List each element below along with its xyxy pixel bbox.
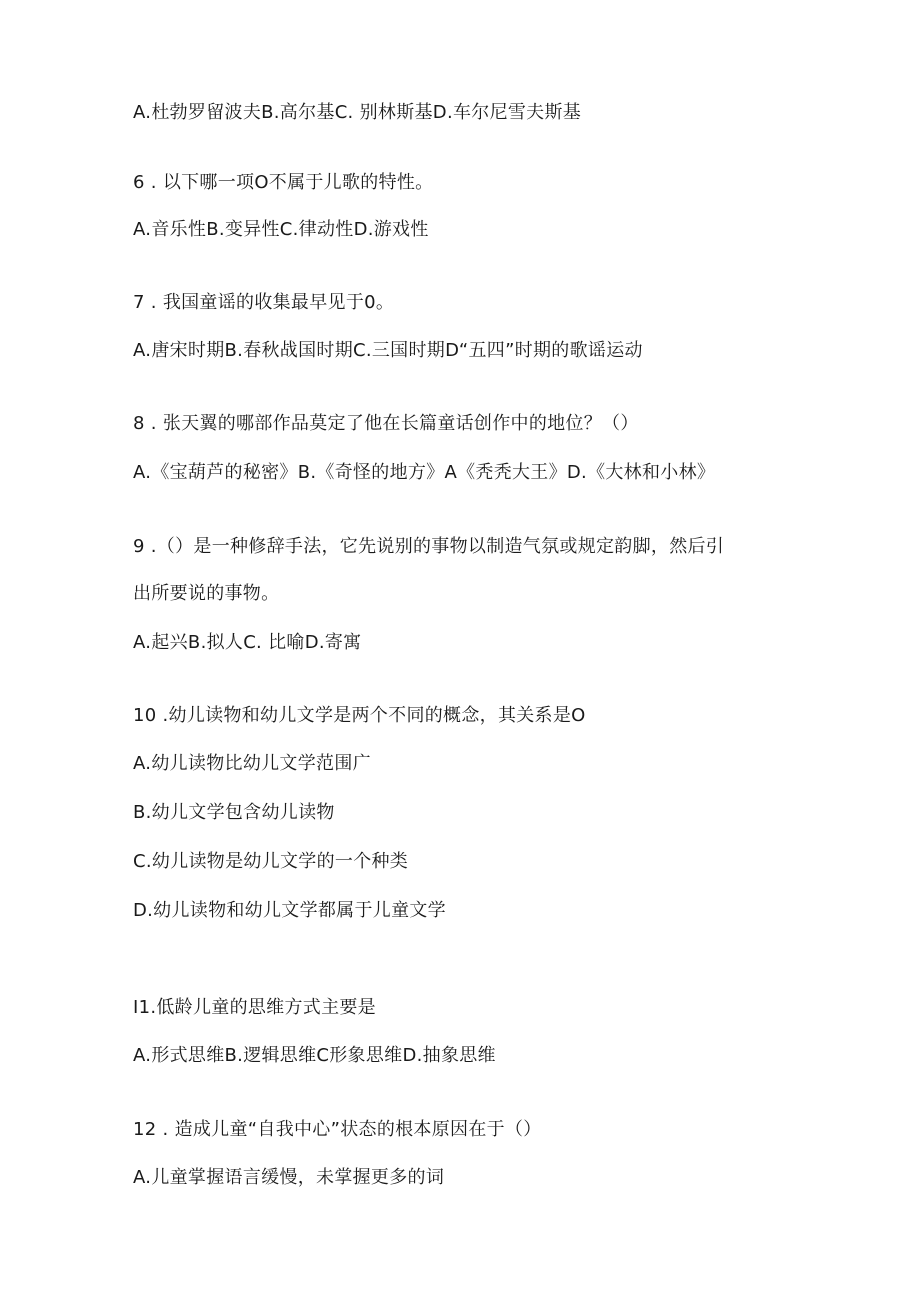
q5-options: A.杜勃罗留波夫B.高尔基C. 别林斯基D.车尔尼雪夫斯基	[133, 102, 582, 123]
q10-option-c: C.幼儿读物是幼儿文学的一个种类	[133, 851, 409, 872]
q9-options: A.起兴B.拟人C. 比喻D.寄寓	[133, 632, 362, 653]
q12-question: 12 . 造成儿童“自我中心”状态的根本原因在于（）	[133, 1119, 542, 1140]
q11-options: A.形式思维B.逻辑思维C形象思维D.抽象思维	[133, 1045, 496, 1066]
q10-option-b: B.幼儿文学包含幼儿读物	[133, 802, 335, 823]
q10-option-d: D.幼儿读物和幼儿文学都属于儿童文学	[133, 900, 446, 921]
q9-question-line1: 9 .（）是一种修辞手法，它先说别的事物以制造气氛或规定韵脚，然后引	[133, 536, 725, 557]
q6-question: 6 . 以下哪一项O不属于儿歌的特性。	[133, 172, 434, 193]
q8-options: A.《宝葫芦的秘密》B.《奇怪的地方》A《秃秃大王》D.《大林和小林》	[133, 462, 716, 483]
q11-question: I1.低龄儿童的思维方式主要是	[133, 997, 376, 1018]
q12-option-a: A.儿童掌握语言缓慢，未掌握更多的词	[133, 1167, 445, 1188]
q10-option-a: A.幼儿读物比幼儿文学范围广	[133, 753, 371, 774]
q7-options: A.唐宋时期B.春秋战国时期C.三国时期D“五四”时期的歌谣运动	[133, 340, 643, 361]
q8-question: 8 . 张天翼的哪部作品莫定了他在长篇童话创作中的地位？（）	[133, 413, 639, 434]
q6-options: A.音乐性B.变异性C.律动性D.游戏性	[133, 219, 429, 240]
q7-question: 7 . 我国童谣的收集最早见于0。	[133, 292, 395, 313]
q10-question: 10 .幼儿读物和幼儿文学是两个不同的概念，其关系是O	[133, 705, 586, 726]
q9-question-line2: 出所要说的事物。	[133, 583, 280, 604]
